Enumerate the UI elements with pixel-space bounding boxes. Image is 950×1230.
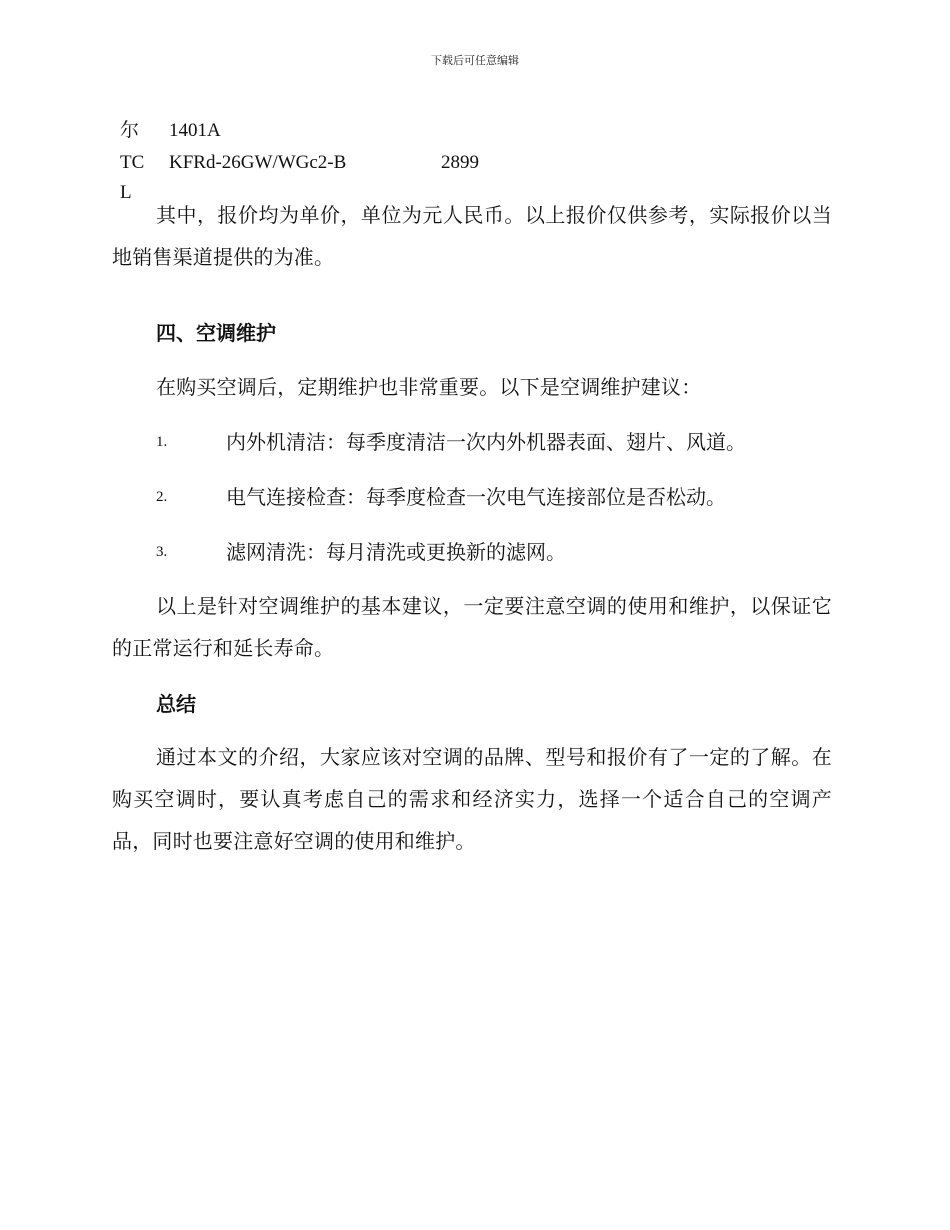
- brand-line: TC: [120, 152, 145, 173]
- list-item-number: 2.: [156, 489, 168, 505]
- maintenance-closing-paragraph: 以上是针对空调维护的基本建议，一定要注意空调的使用和维护，以保证它的正常运行和延长寿命。: [112, 594, 832, 660]
- brand-line: L: [120, 182, 132, 203]
- model-cell: 1401A: [169, 120, 221, 141]
- list-item-text: 滤网清洗：每月清洗或更换新的滤网。: [226, 540, 566, 564]
- maintenance-intro-paragraph: 在购买空调后，定期维护也非常重要。以下是空调维护建议：: [156, 375, 702, 399]
- section-heading-summary: 总结: [156, 692, 196, 716]
- list-item-text: 内外机清洁：每季度清洁一次内外机器表面、翅片、风道。: [226, 430, 746, 454]
- list-item-number: 1.: [156, 434, 168, 450]
- price-note-paragraph: 其中，报价均为单价，单位为元人民币。以上报价仅供参考，实际报价以当地销售渠道提供的为准。: [112, 203, 832, 269]
- page-header: 下载后可任意编辑: [431, 54, 519, 67]
- summary-paragraph: 通过本文的介绍，大家应该对空调的品牌、型号和报价有了一定的了解。在购买空调时，要认真考虑自己的需求和经济实力，选择一个适合自己的空调产品，同时也要注意好空调的使用和维护。: [112, 745, 832, 853]
- list-item-number: 3.: [156, 544, 168, 560]
- brand-cell: 尔: [120, 120, 140, 141]
- list-item-text: 电气连接检查：每季度检查一次电气连接部位是否松动。: [226, 485, 726, 509]
- model-cell: KFRd-26GW/WGc2-B: [169, 152, 347, 173]
- section-heading-maintenance: 四、空调维护: [156, 321, 276, 345]
- price-cell: 2899: [441, 152, 479, 173]
